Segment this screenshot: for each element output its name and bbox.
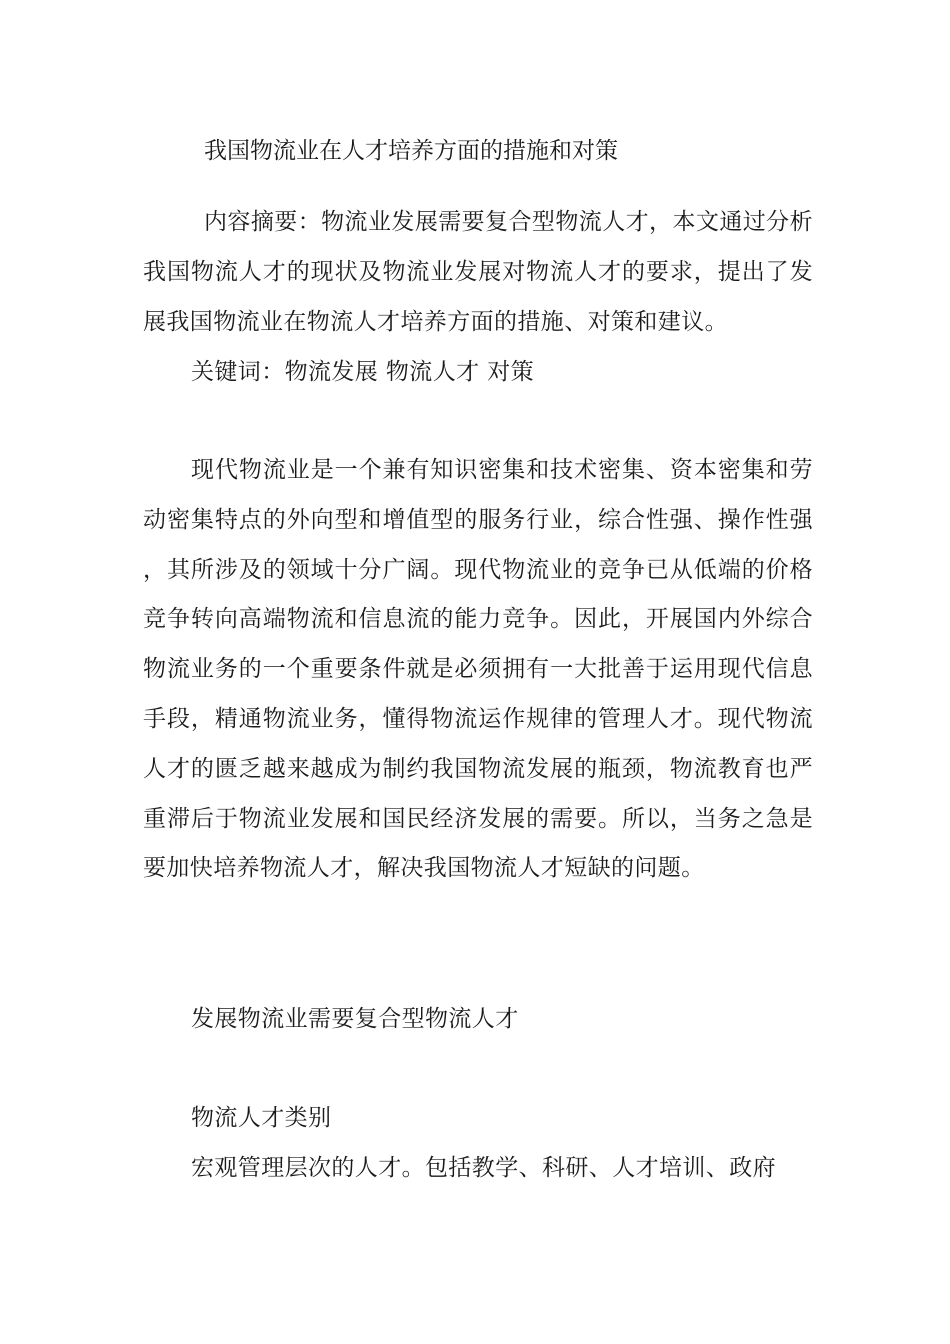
- intro-paragraph: 现代物流业是一个兼有知识密集和技术密集、资本密集和劳动密集特点的外向型和增值型的服务行业，综合性强、操作性强，其所涉及的领域十分广阔。现代物流业的竞争已从低端的价格竞争转向高端物流和信息流的能力竞争。因此，开展国内外综合物流业务的一个重要条件就是必须拥有一大批善于运用现代信息手段，精通物流业务，懂得物流运作规律的管理人才。现代物流人才的匮乏越来越成为制约我国物流发展的瓶颈，物流教育也严重滞后于物流业发展和国民经济发展的需要。所以，当务之急是要加快培养物流人才，解决我国物流人才短缺的问题。: [143, 457, 813, 882]
- body-paragraph: 宏观管理层次的人才。包括教学、科研、人才培训、政府: [191, 1155, 776, 1181]
- section-heading: 发展物流业需要复合型物流人才: [191, 1006, 519, 1032]
- subsection-heading: 物流人才类别: [191, 1105, 332, 1131]
- document-title: 我国物流业在人才培养方面的措施和对策: [204, 138, 618, 164]
- abstract-paragraph: 内容摘要：物流业发展需要复合型物流人才，本文通过分析我国物流人才的现状及物流业发展对物流人才的要求，提出了发展我国物流业在物流人才培养方面的措施、对策和建议。: [143, 209, 813, 335]
- keywords-line: 关键词：物流发展 物流人才 对策: [191, 359, 535, 385]
